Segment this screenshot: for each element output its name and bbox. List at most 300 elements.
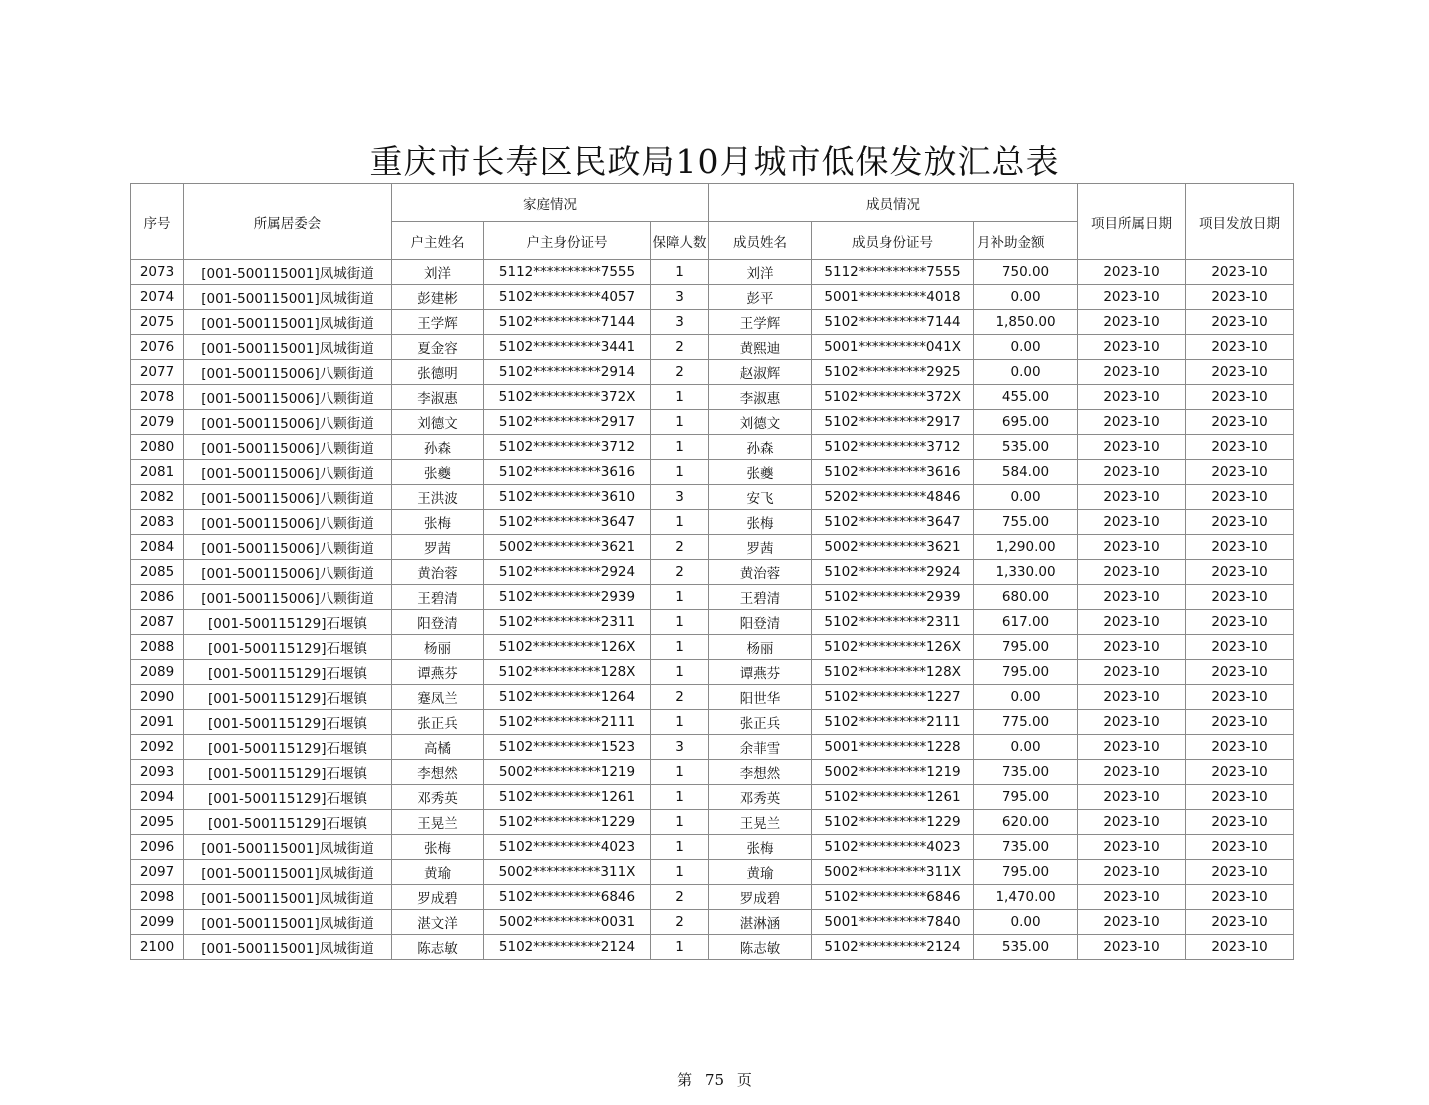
member-id-cell: 5102**********372X (812, 385, 974, 410)
member-name-cell: 阳世华 (709, 685, 812, 710)
head-name-cell: 罗成碧 (392, 885, 484, 910)
seq-cell: 2097 (131, 860, 184, 885)
issue-date-cell: 2023-10 (1186, 535, 1294, 560)
subsidy-cell: 680.00 (974, 585, 1078, 610)
committee-cell: [001-500115001]凤城街道 (184, 335, 392, 360)
table-row (131, 510, 1294, 535)
head-name-cell: 张梅 (392, 835, 484, 860)
member-id-cell: 5102**********2124 (812, 935, 974, 960)
head-name-cell: 杨丽 (392, 635, 484, 660)
table-row (131, 560, 1294, 585)
covered-count-cell: 3 (651, 485, 709, 510)
seq-cell: 2096 (131, 835, 184, 860)
subsidy-cell: 0.00 (974, 335, 1078, 360)
head-name-cell: 谭燕芬 (392, 660, 484, 685)
member-id-cell: 5102**********1261 (812, 785, 974, 810)
subsidy-cell: 584.00 (974, 460, 1078, 485)
issue-date-cell: 2023-10 (1186, 285, 1294, 310)
subsidy-cell: 1,330.00 (974, 560, 1078, 585)
head-id-cell: 5102**********3712 (484, 435, 651, 460)
head-id-cell: 5102**********2924 (484, 560, 651, 585)
covered-count-cell: 1 (651, 385, 709, 410)
issue-date-cell: 2023-10 (1186, 785, 1294, 810)
project-date-cell: 2023-10 (1078, 835, 1186, 860)
header-covered-count: 保障人数 (651, 222, 709, 260)
member-id-cell: 5102**********2917 (812, 410, 974, 435)
covered-count-cell: 2 (651, 685, 709, 710)
issue-date-cell: 2023-10 (1186, 935, 1294, 960)
member-id-cell: 5001**********1228 (812, 735, 974, 760)
committee-cell: [001-500115006]八颗街道 (184, 585, 392, 610)
table-row (131, 885, 1294, 910)
member-name-cell: 彭平 (709, 285, 812, 310)
committee-cell: [001-500115006]八颗街道 (184, 485, 392, 510)
member-id-cell: 5102**********1227 (812, 685, 974, 710)
head-name-cell: 彭建彬 (392, 285, 484, 310)
committee-cell: [001-500115006]八颗街道 (184, 560, 392, 585)
committee-cell: [001-500115129]石堰镇 (184, 785, 392, 810)
head-name-cell: 黄瑜 (392, 860, 484, 885)
head-id-cell: 5102**********126X (484, 635, 651, 660)
subsidy-cell: 735.00 (974, 835, 1078, 860)
issue-date-cell: 2023-10 (1186, 835, 1294, 860)
member-name-cell: 黄熙迪 (709, 335, 812, 360)
member-name-cell: 罗茜 (709, 535, 812, 560)
head-name-cell: 湛文洋 (392, 910, 484, 935)
table-row (131, 810, 1294, 835)
issue-date-cell: 2023-10 (1186, 310, 1294, 335)
seq-cell: 2086 (131, 585, 184, 610)
page-number-prefix: 第 (677, 1071, 693, 1089)
member-name-cell: 李想然 (709, 760, 812, 785)
seq-cell: 2091 (131, 710, 184, 735)
project-date-cell: 2023-10 (1078, 785, 1186, 810)
issue-date-cell: 2023-10 (1186, 735, 1294, 760)
committee-cell: [001-500115129]石堰镇 (184, 810, 392, 835)
project-date-cell: 2023-10 (1078, 885, 1186, 910)
head-name-cell: 张梅 (392, 510, 484, 535)
member-name-cell: 王碧清 (709, 585, 812, 610)
member-id-cell: 5102**********4023 (812, 835, 974, 860)
committee-cell: [001-500115001]凤城街道 (184, 260, 392, 285)
subsidy-cell: 795.00 (974, 785, 1078, 810)
covered-count-cell: 2 (651, 360, 709, 385)
head-id-cell: 5002**********3621 (484, 535, 651, 560)
subsidy-cell: 535.00 (974, 935, 1078, 960)
seq-cell: 2095 (131, 810, 184, 835)
seq-cell: 2075 (131, 310, 184, 335)
table-row (131, 610, 1294, 635)
member-id-cell: 5102**********3647 (812, 510, 974, 535)
member-id-cell: 5001**********7840 (812, 910, 974, 935)
table-row (131, 285, 1294, 310)
committee-cell: [001-500115129]石堰镇 (184, 635, 392, 660)
covered-count-cell: 1 (651, 610, 709, 635)
table-row (131, 735, 1294, 760)
table-row (131, 435, 1294, 460)
covered-count-cell: 2 (651, 535, 709, 560)
project-date-cell: 2023-10 (1078, 935, 1186, 960)
head-id-cell: 5102**********1523 (484, 735, 651, 760)
table-row (131, 660, 1294, 685)
header-member-id: 成员身份证号 (812, 222, 974, 260)
head-id-cell: 5102**********4023 (484, 835, 651, 860)
head-id-cell: 5102**********2914 (484, 360, 651, 385)
issue-date-cell: 2023-10 (1186, 910, 1294, 935)
seq-cell: 2079 (131, 410, 184, 435)
seq-cell: 2087 (131, 610, 184, 635)
subsidy-cell: 795.00 (974, 860, 1078, 885)
head-id-cell: 5112**********7555 (484, 260, 651, 285)
page-number-value: 75 (704, 1071, 725, 1089)
issue-date-cell: 2023-10 (1186, 810, 1294, 835)
issue-date-cell: 2023-10 (1186, 510, 1294, 535)
header-monthly-subsidy: 月补助金额 (974, 222, 1078, 260)
head-name-cell: 李淑惠 (392, 385, 484, 410)
head-id-cell: 5102**********3647 (484, 510, 651, 535)
head-name-cell: 高橘 (392, 735, 484, 760)
project-date-cell: 2023-10 (1078, 335, 1186, 360)
seq-cell: 2078 (131, 385, 184, 410)
project-date-cell: 2023-10 (1078, 510, 1186, 535)
project-date-cell: 2023-10 (1078, 910, 1186, 935)
project-date-cell: 2023-10 (1078, 360, 1186, 385)
table-body (131, 260, 1294, 960)
member-id-cell: 5102**********2939 (812, 585, 974, 610)
covered-count-cell: 1 (651, 410, 709, 435)
project-date-cell: 2023-10 (1078, 410, 1186, 435)
project-date-cell: 2023-10 (1078, 485, 1186, 510)
member-name-cell: 王晃兰 (709, 810, 812, 835)
issue-date-cell: 2023-10 (1186, 385, 1294, 410)
table-row (131, 260, 1294, 285)
seq-cell: 2100 (131, 935, 184, 960)
seq-cell: 2088 (131, 635, 184, 660)
member-id-cell: 5102**********128X (812, 660, 974, 685)
head-name-cell: 张正兵 (392, 710, 484, 735)
table-row (131, 410, 1294, 435)
head-name-cell: 蹇凤兰 (392, 685, 484, 710)
committee-cell: [001-500115001]凤城街道 (184, 285, 392, 310)
header-family-group: 家庭情况 (392, 184, 709, 222)
subsidy-cell: 755.00 (974, 510, 1078, 535)
head-id-cell: 5102**********3616 (484, 460, 651, 485)
member-id-cell: 5002**********3621 (812, 535, 974, 560)
seq-cell: 2085 (131, 560, 184, 585)
issue-date-cell: 2023-10 (1186, 260, 1294, 285)
project-date-cell: 2023-10 (1078, 385, 1186, 410)
member-id-cell: 5002**********311X (812, 860, 974, 885)
member-name-cell: 王学辉 (709, 310, 812, 335)
issue-date-cell: 2023-10 (1186, 410, 1294, 435)
project-date-cell: 2023-10 (1078, 735, 1186, 760)
page-title: 重庆市长寿区民政局10月城市低保发放汇总表 (369, 142, 1060, 181)
table-row (131, 360, 1294, 385)
page-number-suffix: 页 (736, 1071, 752, 1089)
covered-count-cell: 1 (651, 785, 709, 810)
project-date-cell: 2023-10 (1078, 535, 1186, 560)
head-name-cell: 邓秀英 (392, 785, 484, 810)
committee-cell: [001-500115001]凤城街道 (184, 310, 392, 335)
project-date-cell: 2023-10 (1078, 585, 1186, 610)
covered-count-cell: 2 (651, 885, 709, 910)
seq-cell: 2089 (131, 660, 184, 685)
member-id-cell: 5102**********3616 (812, 460, 974, 485)
member-id-cell: 5102**********3712 (812, 435, 974, 460)
issue-date-cell: 2023-10 (1186, 635, 1294, 660)
covered-count-cell: 1 (651, 585, 709, 610)
header-head-name: 户主姓名 (392, 222, 484, 260)
subsidy-cell: 620.00 (974, 810, 1078, 835)
head-name-cell: 陈志敏 (392, 935, 484, 960)
issue-date-cell: 2023-10 (1186, 860, 1294, 885)
subsidy-cell: 0.00 (974, 485, 1078, 510)
issue-date-cell: 2023-10 (1186, 435, 1294, 460)
header-committee: 所属居委会 (184, 184, 392, 260)
committee-cell: [001-500115129]石堰镇 (184, 735, 392, 760)
table-row (131, 585, 1294, 610)
subsidy-cell: 535.00 (974, 435, 1078, 460)
seq-cell: 2090 (131, 685, 184, 710)
member-id-cell: 5002**********1219 (812, 760, 974, 785)
member-id-cell: 5102**********2111 (812, 710, 974, 735)
head-id-cell: 5102**********2311 (484, 610, 651, 635)
issue-date-cell: 2023-10 (1186, 335, 1294, 360)
member-id-cell: 5112**********7555 (812, 260, 974, 285)
head-name-cell: 张德明 (392, 360, 484, 385)
committee-cell: [001-500115001]凤城街道 (184, 910, 392, 935)
subsidy-cell: 750.00 (974, 260, 1078, 285)
subsidy-cell: 735.00 (974, 760, 1078, 785)
table-row (131, 685, 1294, 710)
head-id-cell: 5102**********1229 (484, 810, 651, 835)
subsidy-cell: 775.00 (974, 710, 1078, 735)
project-date-cell: 2023-10 (1078, 610, 1186, 635)
table-row (131, 710, 1294, 735)
header-head-id: 户主身份证号 (484, 222, 651, 260)
head-id-cell: 5102**********2917 (484, 410, 651, 435)
committee-cell: [001-500115129]石堰镇 (184, 710, 392, 735)
issue-date-cell: 2023-10 (1186, 460, 1294, 485)
committee-cell: [001-500115129]石堰镇 (184, 610, 392, 635)
table-row (131, 635, 1294, 660)
committee-cell: [001-500115001]凤城街道 (184, 885, 392, 910)
member-name-cell: 陈志敏 (709, 935, 812, 960)
subsidy-cell: 0.00 (974, 360, 1078, 385)
covered-count-cell: 1 (651, 810, 709, 835)
project-date-cell: 2023-10 (1078, 660, 1186, 685)
issue-date-cell: 2023-10 (1186, 660, 1294, 685)
member-name-cell: 张正兵 (709, 710, 812, 735)
seq-cell: 2094 (131, 785, 184, 810)
covered-count-cell: 3 (651, 310, 709, 335)
table-row (131, 460, 1294, 485)
member-id-cell: 5102**********2924 (812, 560, 974, 585)
member-name-cell: 安飞 (709, 485, 812, 510)
member-id-cell: 5102**********2925 (812, 360, 974, 385)
head-name-cell: 李想然 (392, 760, 484, 785)
member-name-cell: 杨丽 (709, 635, 812, 660)
covered-count-cell: 1 (651, 635, 709, 660)
issue-date-cell: 2023-10 (1186, 485, 1294, 510)
subsidy-cell: 0.00 (974, 735, 1078, 760)
head-id-cell: 5102**********2939 (484, 585, 651, 610)
member-name-cell: 赵淑辉 (709, 360, 812, 385)
issue-date-cell: 2023-10 (1186, 685, 1294, 710)
member-name-cell: 湛淋涵 (709, 910, 812, 935)
issue-date-cell: 2023-10 (1186, 585, 1294, 610)
subsidy-cell: 1,290.00 (974, 535, 1078, 560)
seq-cell: 2098 (131, 885, 184, 910)
committee-cell: [001-500115001]凤城街道 (184, 835, 392, 860)
header-project-date: 项目所属日期 (1078, 184, 1186, 260)
subsidy-cell: 795.00 (974, 660, 1078, 685)
project-date-cell: 2023-10 (1078, 810, 1186, 835)
project-date-cell: 2023-10 (1078, 760, 1186, 785)
covered-count-cell: 1 (651, 860, 709, 885)
seq-cell: 2080 (131, 435, 184, 460)
head-id-cell: 5102**********2124 (484, 935, 651, 960)
subsidy-cell: 617.00 (974, 610, 1078, 635)
committee-cell: [001-500115006]八颗街道 (184, 410, 392, 435)
member-id-cell: 5001**********4018 (812, 285, 974, 310)
member-name-cell: 余菲雪 (709, 735, 812, 760)
page-number (0, 1069, 1429, 1090)
member-id-cell: 5102**********2311 (812, 610, 974, 635)
table-header (131, 184, 1294, 260)
project-date-cell: 2023-10 (1078, 860, 1186, 885)
head-name-cell: 王晃兰 (392, 810, 484, 835)
head-name-cell: 刘德文 (392, 410, 484, 435)
seq-cell: 2084 (131, 535, 184, 560)
head-name-cell: 张夔 (392, 460, 484, 485)
subsidy-cell: 455.00 (974, 385, 1078, 410)
head-name-cell: 王碧清 (392, 585, 484, 610)
covered-count-cell: 1 (651, 835, 709, 860)
head-id-cell: 5102**********4057 (484, 285, 651, 310)
head-id-cell: 5102**********128X (484, 660, 651, 685)
table-row (131, 860, 1294, 885)
member-name-cell: 阳登清 (709, 610, 812, 635)
covered-count-cell: 1 (651, 760, 709, 785)
member-name-cell: 张梅 (709, 510, 812, 535)
member-name-cell: 邓秀英 (709, 785, 812, 810)
subsidy-table (130, 183, 1294, 960)
project-date-cell: 2023-10 (1078, 685, 1186, 710)
seq-cell: 2083 (131, 510, 184, 535)
subsidy-cell: 0.00 (974, 685, 1078, 710)
project-date-cell: 2023-10 (1078, 710, 1186, 735)
header-member-name: 成员姓名 (709, 222, 812, 260)
head-id-cell: 5102**********3441 (484, 335, 651, 360)
member-name-cell: 黄瑜 (709, 860, 812, 885)
committee-cell: [001-500115006]八颗街道 (184, 510, 392, 535)
covered-count-cell: 1 (651, 460, 709, 485)
member-id-cell: 5102**********7144 (812, 310, 974, 335)
subsidy-cell: 1,850.00 (974, 310, 1078, 335)
head-id-cell: 5002**********1219 (484, 760, 651, 785)
member-name-cell: 李淑惠 (709, 385, 812, 410)
project-date-cell: 2023-10 (1078, 460, 1186, 485)
committee-cell: [001-500115001]凤城街道 (184, 860, 392, 885)
project-date-cell: 2023-10 (1078, 560, 1186, 585)
covered-count-cell: 1 (651, 435, 709, 460)
covered-count-cell: 1 (651, 935, 709, 960)
table-row (131, 310, 1294, 335)
issue-date-cell: 2023-10 (1186, 360, 1294, 385)
head-id-cell: 5102**********7144 (484, 310, 651, 335)
member-name-cell: 罗成碧 (709, 885, 812, 910)
head-name-cell: 夏金容 (392, 335, 484, 360)
header-member-group: 成员情况 (709, 184, 1078, 222)
member-id-cell: 5202**********4846 (812, 485, 974, 510)
issue-date-cell: 2023-10 (1186, 885, 1294, 910)
head-id-cell: 5102**********1264 (484, 685, 651, 710)
table-row (131, 935, 1294, 960)
subsidy-cell: 1,470.00 (974, 885, 1078, 910)
covered-count-cell: 2 (651, 910, 709, 935)
table-row (131, 385, 1294, 410)
covered-count-cell: 3 (651, 285, 709, 310)
covered-count-cell: 1 (651, 510, 709, 535)
covered-count-cell: 1 (651, 260, 709, 285)
seq-cell: 2076 (131, 335, 184, 360)
head-id-cell: 5102**********6846 (484, 885, 651, 910)
seq-cell: 2082 (131, 485, 184, 510)
head-id-cell: 5102**********2111 (484, 710, 651, 735)
seq-cell: 2092 (131, 735, 184, 760)
table-row (131, 485, 1294, 510)
project-date-cell: 2023-10 (1078, 285, 1186, 310)
covered-count-cell: 1 (651, 660, 709, 685)
head-id-cell: 5102**********372X (484, 385, 651, 410)
project-date-cell: 2023-10 (1078, 435, 1186, 460)
committee-cell: [001-500115129]石堰镇 (184, 660, 392, 685)
issue-date-cell: 2023-10 (1186, 710, 1294, 735)
covered-count-cell: 1 (651, 710, 709, 735)
table-row (131, 760, 1294, 785)
issue-date-cell: 2023-10 (1186, 760, 1294, 785)
committee-cell: [001-500115006]八颗街道 (184, 460, 392, 485)
head-id-cell: 5102**********3610 (484, 485, 651, 510)
committee-cell: [001-500115129]石堰镇 (184, 760, 392, 785)
committee-cell: [001-500115006]八颗街道 (184, 385, 392, 410)
member-name-cell: 刘洋 (709, 260, 812, 285)
committee-cell: [001-500115001]凤城街道 (184, 935, 392, 960)
seq-cell: 2074 (131, 285, 184, 310)
head-name-cell: 王洪波 (392, 485, 484, 510)
table-row (131, 335, 1294, 360)
table-row (131, 835, 1294, 860)
covered-count-cell: 3 (651, 735, 709, 760)
committee-cell: [001-500115006]八颗街道 (184, 535, 392, 560)
issue-date-cell: 2023-10 (1186, 560, 1294, 585)
member-name-cell: 谭燕芬 (709, 660, 812, 685)
head-name-cell: 刘洋 (392, 260, 484, 285)
head-name-cell: 王学辉 (392, 310, 484, 335)
project-date-cell: 2023-10 (1078, 260, 1186, 285)
subsidy-cell: 0.00 (974, 910, 1078, 935)
member-id-cell: 5102**********1229 (812, 810, 974, 835)
header-seq: 序号 (131, 184, 184, 260)
member-name-cell: 黄治蓉 (709, 560, 812, 585)
committee-cell: [001-500115006]八颗街道 (184, 360, 392, 385)
seq-cell: 2081 (131, 460, 184, 485)
member-name-cell: 张夔 (709, 460, 812, 485)
project-date-cell: 2023-10 (1078, 310, 1186, 335)
table-row (131, 535, 1294, 560)
header-issue-date: 项目发放日期 (1186, 184, 1294, 260)
